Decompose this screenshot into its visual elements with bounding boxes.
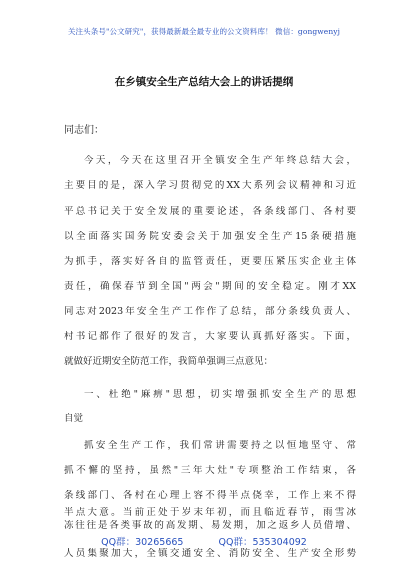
body-line: 抓安全生产工作，我们常讲需要持之以恒地坚守、常 [84,440,356,451]
body-line: 为抓手，落实好各自的监管责任，更要压紧压实企业主体 [64,256,356,267]
body-line: 冻往往是各类事故的高发期、易发期，加之返乡人员借增、 [64,520,356,531]
body-line: 同志对2023年安全生产工作作了总结，部分条线负责人、 [64,306,356,317]
body-line: 平总书记关于安全发展的重要论述，各条线部门、各村要 [64,206,356,217]
body-line: 以全面落实国务院安委会关于加强安全生产15条硬措施 [64,231,356,242]
section-heading-line: 自觉 [64,413,84,424]
qq-group-2: QQ群：535304092 [218,537,307,548]
body-line: 责任，确保春节到全国"两会"期间的安全稳定。刚才XX [64,281,356,292]
body-line: 条线部门、各村在心理上容不得半点侥幸，工作上来不得 [64,490,356,501]
body-line: 今天，今天在这里召开全镇安全生产年终总结大会， [84,155,356,166]
document-title: 在乡镇安全生产总结大会上的讲话提纲 [114,76,294,88]
footer-contact [0,534,408,548]
body-line: 村书记都作了很好的发言，大家要认真抓好落实。下面， [64,331,356,342]
salutation: 同志们： [64,125,104,136]
promo-banner: 关注头条号"公文研究"，获得最新最全最专业的公文资料库！ 微信：gongwenyj [67,27,341,36]
body-line: 人员集聚加大，全镇交通安全、消防安全、生产安全形势 [64,548,356,559]
body-line: 就做好近期安全防范工作，我简单强调三点意见： [64,356,274,367]
body-line: 半点大意。当前正处于岁末年初，而且临近春节，雨雪冰 [64,507,356,518]
body-line: 主要目的是，深入学习贯彻党的XX大系列会议精神和习近 [64,180,356,191]
section-heading-line: 一、杜绝"麻痹"思想，切实增强抓安全生产的思想 [84,389,356,400]
qq-group-1: QQ群：30265665 [101,537,184,548]
body-line: 抓不懈的坚持，虽然"三年大灶"专项整治工作结束，各 [64,465,356,476]
